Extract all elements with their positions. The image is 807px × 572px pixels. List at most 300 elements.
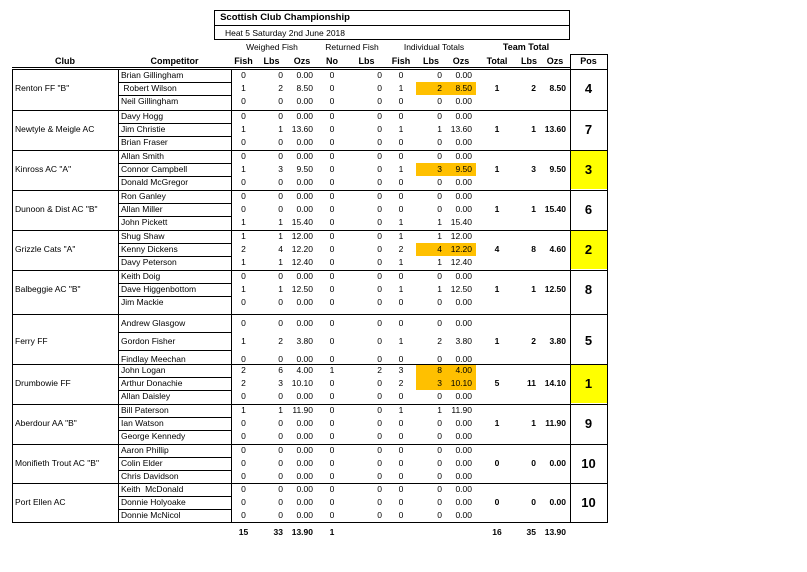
weighed-lbs: 0 [278,431,283,441]
weighed-fish: 0 [241,510,246,520]
weighed-ozs: 0.00 [296,137,313,147]
returned-no: 0 [329,431,335,441]
competitor-row-line [118,243,231,244]
individual-lbs: 8 [437,365,442,375]
individual-lbs: 0 [437,151,442,161]
title-top-line [214,10,570,11]
returned-no: 0 [329,297,335,307]
team-total-ozs: 12.50 [544,284,566,294]
returned-lbs: 0 [377,83,382,93]
individual-ozs: 0.00 [455,151,472,161]
individual-ozs: 15.40 [450,217,472,227]
competitor-row-line [118,350,231,351]
team-total-lbs: 1 [531,204,536,214]
individual-fish: 1 [398,405,404,415]
weighed-ozs: 0.00 [296,177,313,187]
returned-no: 0 [329,484,335,494]
club-group-top-line [12,190,607,191]
returned-lbs: 0 [377,318,382,328]
individual-fish: 0 [398,96,404,106]
individual-fish: 0 [398,177,404,187]
returned-lbs: 0 [377,244,382,254]
returned-no: 0 [329,336,335,346]
weighed-fish: 1 [241,257,246,267]
weighed-fish: 2 [241,378,246,388]
weighed-fish: 0 [241,458,246,468]
club-name: Grizzle Cats "A" [15,244,76,254]
individual-fish: 1 [398,124,404,134]
team-total-fish: 1 [494,83,500,93]
position: 8 [584,282,593,297]
individual-fish: 0 [398,191,404,201]
individual-ozs: 0.00 [455,111,472,121]
individual-ozs: 12.20 [450,244,472,254]
weighed-fish: 2 [241,365,246,375]
competitor-row-line [118,163,231,164]
returned-no: 0 [329,391,335,401]
weighed-fish: 0 [241,177,246,187]
weighed-fish: 0 [241,471,246,481]
returned-no: 0 [329,96,335,106]
competitor-name: Neil Gillingham [121,96,179,106]
individual-lbs: 3 [437,164,442,174]
column-header-competitor: Competitor [150,56,199,66]
returned-no: 0 [329,354,335,364]
subtitle-bottom-line [214,39,570,40]
individual-lbs: 2 [437,336,442,346]
weighed-fish-header: Weighed Fish [246,42,298,52]
competitor-name: Donnie McNicol [121,510,181,520]
club-left-line [12,69,13,522]
team-total-ozs: 11.90 [545,418,566,428]
club-group-top-line [12,69,607,70]
club-name: Balbeggie AC "B" [15,284,81,294]
individual-fish: 0 [398,391,404,401]
position: 5 [584,333,593,348]
returned-lbs: 0 [377,445,382,455]
individual-fish: 3 [398,365,404,375]
returned-lbs: 0 [377,137,382,147]
individual-lbs: 0 [437,354,442,364]
column-header-ret-lbs: Lbs [358,56,375,66]
competitor-name: Jim Mackie [121,297,164,307]
individual-fish: 1 [398,217,404,227]
weighed-lbs: 3 [278,378,283,388]
returned-no: 0 [329,257,335,267]
individual-fish: 0 [398,458,404,468]
team-total-ozs: 0.00 [549,458,566,468]
weighed-fish: 0 [241,391,246,401]
returned-lbs: 0 [377,497,382,507]
competitor-name: Robert Wilson [121,83,177,93]
individual-fish: 0 [398,418,404,428]
weighed-lbs: 0 [278,271,283,281]
team-total-ozs: 14.10 [544,378,566,388]
club-group-top-line [12,314,607,315]
competitor-name: George Kennedy [121,431,186,441]
returned-no: 0 [329,70,335,80]
competitor-name: John Logan [121,365,166,375]
individual-lbs: 0 [437,111,442,121]
club-group-top-line [12,230,607,231]
weighed-lbs: 0 [278,391,283,401]
individual-fish: 0 [398,111,404,121]
team-total-lbs: 1 [531,284,536,294]
weighed-lbs: 0 [278,204,283,214]
team-total-fish: 0 [494,458,500,468]
club-group-top-line [12,150,607,151]
returned-lbs: 0 [377,191,382,201]
returned-lbs: 0 [377,124,382,134]
individual-lbs: 0 [437,70,442,80]
individual-fish: 0 [398,354,404,364]
weighed-fish: 0 [241,418,246,428]
weighed-ozs: 0.00 [296,510,313,520]
individual-ozs: 12.50 [450,284,472,294]
club-group-top-line [12,444,607,445]
individual-lbs: 0 [437,191,442,201]
column-header-ind-ozs: Ozs [452,56,470,66]
club-name: Monifieth Trout AC "B" [15,458,99,468]
competitor-name: Aaron Phillip [121,445,169,455]
returned-lbs: 0 [377,70,382,80]
returned-no: 0 [329,177,335,187]
individual-lbs: 0 [437,510,442,520]
individual-lbs: 0 [437,177,442,187]
column-header-ozs: Ozs [293,56,311,66]
team-total-fish: 1 [494,336,500,346]
returned-no: 0 [329,137,335,147]
weighed-fish: 0 [241,111,246,121]
competitor-name: Brian Fraser [121,137,168,147]
competitor-row-line [118,509,231,510]
individual-ozs: 0.00 [455,418,472,428]
team-total-ozs: 8.50 [549,83,566,93]
weighed-ozs: 0.00 [296,318,313,328]
competitor-name: Davy Peterson [121,257,177,267]
club-group-top-line [12,404,607,405]
weighed-fish: 0 [241,445,246,455]
weighed-lbs: 0 [278,96,283,106]
returned-no: 0 [329,83,335,93]
competitor-name: John Pickett [121,217,168,227]
competitor-right-line [231,69,232,522]
competitor-name: Gordon Fisher [121,336,176,346]
grand-total-fish: 15 [238,527,249,537]
returned-no: 0 [329,151,335,161]
returned-lbs: 0 [377,111,382,121]
team-total-lbs: 2 [531,336,536,346]
club-name: Newtyle & Meigle AC [15,124,95,134]
grand-total-ozs: 13.90 [291,527,313,537]
individual-fish: 1 [398,83,404,93]
grand-team-ozs: 13.90 [544,527,566,537]
sheet-title: Scottish Club Championship [220,12,350,23]
weighed-lbs: 0 [278,484,283,494]
returned-no: 0 [329,510,335,520]
column-header-ind-lbs: Lbs [422,56,439,66]
returned-lbs: 0 [377,297,382,307]
returned-no: 0 [329,284,335,294]
competitor-name: Findlay Meechan [121,354,186,364]
returned-lbs: 0 [377,177,382,187]
weighed-ozs: 0.00 [296,111,313,121]
individual-ozs: 0.00 [455,445,472,455]
weighed-fish: 1 [241,217,246,227]
individual-fish: 0 [398,70,404,80]
returned-lbs: 0 [377,231,382,241]
weighed-ozs: 9.50 [296,164,313,174]
team-total-lbs: 0 [531,497,536,507]
title-left-line [214,10,215,40]
weighed-lbs: 0 [278,70,283,80]
individual-fish: 0 [398,204,404,214]
weighed-ozs: 0.00 [296,204,313,214]
competitor-name: Donnie Holyoake [121,497,186,507]
returned-no: 0 [329,471,335,481]
individual-lbs: 0 [437,445,442,455]
individual-fish: 0 [398,318,404,328]
returned-no: 1 [329,365,335,375]
individual-ozs: 13.60 [450,124,472,134]
individual-lbs: 1 [437,124,442,134]
weighed-ozs: 0.00 [296,70,313,80]
title-bottom-line [214,25,570,26]
individual-ozs: 0.00 [455,458,472,468]
weighed-fish: 0 [241,484,246,494]
team-total-fish: 5 [494,378,500,388]
club-name: Kinross AC "A" [15,164,72,174]
weighed-fish: 1 [241,405,246,415]
position: 3 [584,162,593,177]
weighed-ozs: 0.00 [296,458,313,468]
competitor-name: Connor Campbell [121,164,188,174]
individual-lbs: 1 [437,217,442,227]
weighed-fish: 2 [241,244,246,254]
position-left-line [570,54,571,522]
competitor-row-line [118,332,231,333]
position: 6 [584,202,593,217]
weighed-lbs: 0 [278,458,283,468]
individual-lbs: 0 [437,471,442,481]
weighed-fish: 0 [241,431,246,441]
individual-lbs: 0 [437,391,442,401]
returned-no: 0 [329,378,335,388]
individual-fish: 0 [398,445,404,455]
competitor-name: Colin Elder [121,458,163,468]
individual-ozs: 10.10 [450,378,472,388]
individual-ozs: 0.00 [455,191,472,201]
returned-lbs: 0 [377,510,382,520]
weighed-lbs: 0 [278,137,283,147]
team-total-ozs: 13.60 [544,124,566,134]
weighed-fish: 1 [241,124,246,134]
grand-team-lbs: 35 [526,527,536,537]
column-header-fish: Fish [234,56,253,66]
weighed-lbs: 0 [278,111,283,121]
header-bottom-line [12,67,570,68]
weighed-fish: 0 [241,204,246,214]
returned-no: 0 [329,418,335,428]
returned-no: 0 [329,164,335,174]
weighed-ozs: 10.10 [291,378,313,388]
team-total-ozs: 4.60 [549,244,566,254]
team-total-fish: 4 [494,244,500,254]
weighed-ozs: 4.00 [296,365,313,375]
competitor-name: Chris Davidson [121,471,179,481]
weighed-fish: 0 [241,318,246,328]
returned-no: 0 [329,191,335,201]
club-name: Ferry FF [15,336,48,346]
returned-lbs: 0 [377,336,382,346]
club-group-top-line [12,364,607,365]
individual-ozs: 0.00 [455,391,472,401]
competitor-row-line [118,136,231,137]
competitor-name: Andrew Glasgow [121,318,186,328]
weighed-fish: 0 [241,271,246,281]
weighed-ozs: 0.00 [296,431,313,441]
individual-totals-header: Individual Totals [403,42,465,52]
club-name: Drumbowie FF [15,378,71,388]
team-total-fish: 1 [494,124,500,134]
returned-no: 0 [329,231,335,241]
competitor-name: Dave Higgenbottom [121,284,197,294]
position-right-line [607,54,608,523]
competitor-name: Bill Paterson [121,405,169,415]
individual-fish: 0 [398,297,404,307]
position: 1 [584,376,593,391]
competitor-name: Davy Hogg [121,111,164,121]
weighed-ozs: 12.40 [291,257,313,267]
competitor-row-line [118,457,231,458]
weighed-lbs: 1 [278,217,283,227]
returned-no: 0 [329,204,335,214]
weighed-fish: 1 [241,164,246,174]
competitor-name: Ian Watson [121,418,164,428]
returned-no: 0 [329,217,335,227]
club-name: Aberdour AA "B" [15,418,77,428]
team-total-header: Team Total [502,42,550,52]
returned-no: 0 [329,124,335,134]
individual-ozs: 9.50 [455,164,472,174]
individual-ozs: 0.00 [455,318,472,328]
weighed-lbs: 0 [278,445,283,455]
returned-lbs: 0 [377,471,382,481]
club-name: Port Ellen AC [15,497,66,507]
team-total-fish: 0 [494,497,500,507]
team-total-ozs: 15.40 [544,204,566,214]
returned-no: 0 [329,445,335,455]
individual-lbs: 0 [437,297,442,307]
weighed-lbs: 0 [278,151,283,161]
individual-fish: 0 [398,484,404,494]
weighed-ozs: 11.90 [292,405,313,415]
grand-team-total: 16 [492,527,502,537]
team-total-fish: 1 [494,204,500,214]
returned-lbs: 0 [377,96,382,106]
position: 10 [581,495,596,510]
weighed-ozs: 0.00 [296,96,313,106]
returned-fish-header: Returned Fish [325,42,379,52]
club-right-line [118,69,119,522]
individual-ozs: 0.00 [455,297,472,307]
weighed-fish: 0 [241,297,246,307]
individual-ozs: 0.00 [455,177,472,187]
weighed-ozs: 0.00 [296,354,313,364]
individual-fish: 1 [398,336,404,346]
returned-lbs: 0 [377,484,382,494]
weighed-ozs: 0.00 [296,271,313,281]
individual-ozs: 11.90 [451,405,472,415]
competitor-name: Brian Gillingham [121,70,184,80]
competitor-row-line [118,216,231,217]
club-group-top-line [12,110,607,111]
weighed-ozs: 12.20 [291,244,313,254]
weighed-fish: 1 [241,284,246,294]
individual-fish: 0 [398,471,404,481]
individual-ozs: 0.00 [455,204,472,214]
weighed-lbs: 0 [278,471,283,481]
returned-lbs: 0 [377,151,382,161]
competitor-row-line [118,430,231,431]
team-total-lbs: 3 [531,164,536,174]
weighed-ozs: 13.60 [291,124,313,134]
column-header-ind-fish: Fish [391,56,411,66]
team-total-ozs: 9.50 [549,164,566,174]
weighed-lbs: 6 [278,365,283,375]
weighed-lbs: 1 [278,231,283,241]
returned-lbs: 0 [377,431,382,441]
competitor-row-line [118,390,231,391]
competitor-row-line [118,296,231,297]
weighed-lbs: 2 [278,336,283,346]
competitor-row-line [118,496,231,497]
weighed-ozs: 0.00 [296,471,313,481]
weighed-fish: 0 [241,497,246,507]
individual-lbs: 0 [437,484,442,494]
individual-lbs: 1 [437,284,442,294]
individual-ozs: 0.00 [455,70,472,80]
returned-lbs: 0 [377,217,382,227]
competitor-name: Allan Miller [121,204,163,214]
weighed-ozs: 0.00 [296,391,313,401]
returned-no: 0 [329,497,335,507]
individual-ozs: 0.00 [455,510,472,520]
weighed-lbs: 4 [278,244,283,254]
column-header-club: Club [55,56,75,66]
competitor-row-line [118,203,231,204]
weighed-lbs: 1 [278,124,283,134]
weighed-fish: 1 [241,83,246,93]
individual-ozs: 0.00 [455,484,472,494]
title-right-line [569,10,570,40]
individual-fish: 0 [398,431,404,441]
weighed-lbs: 0 [278,318,283,328]
competitor-row-line [118,417,231,418]
team-total-ozs: 0.00 [549,497,566,507]
weighed-ozs: 3.80 [296,336,313,346]
position: 10 [581,456,596,471]
individual-ozs: 8.50 [455,83,472,93]
grand-total-returned: 1 [329,527,335,537]
individual-lbs: 0 [437,318,442,328]
individual-fish: 1 [398,284,404,294]
individual-ozs: 0.00 [455,137,472,147]
weighed-fish: 0 [241,151,246,161]
individual-fish: 1 [398,257,404,267]
individual-lbs: 0 [437,137,442,147]
team-total-lbs: 0 [531,458,536,468]
